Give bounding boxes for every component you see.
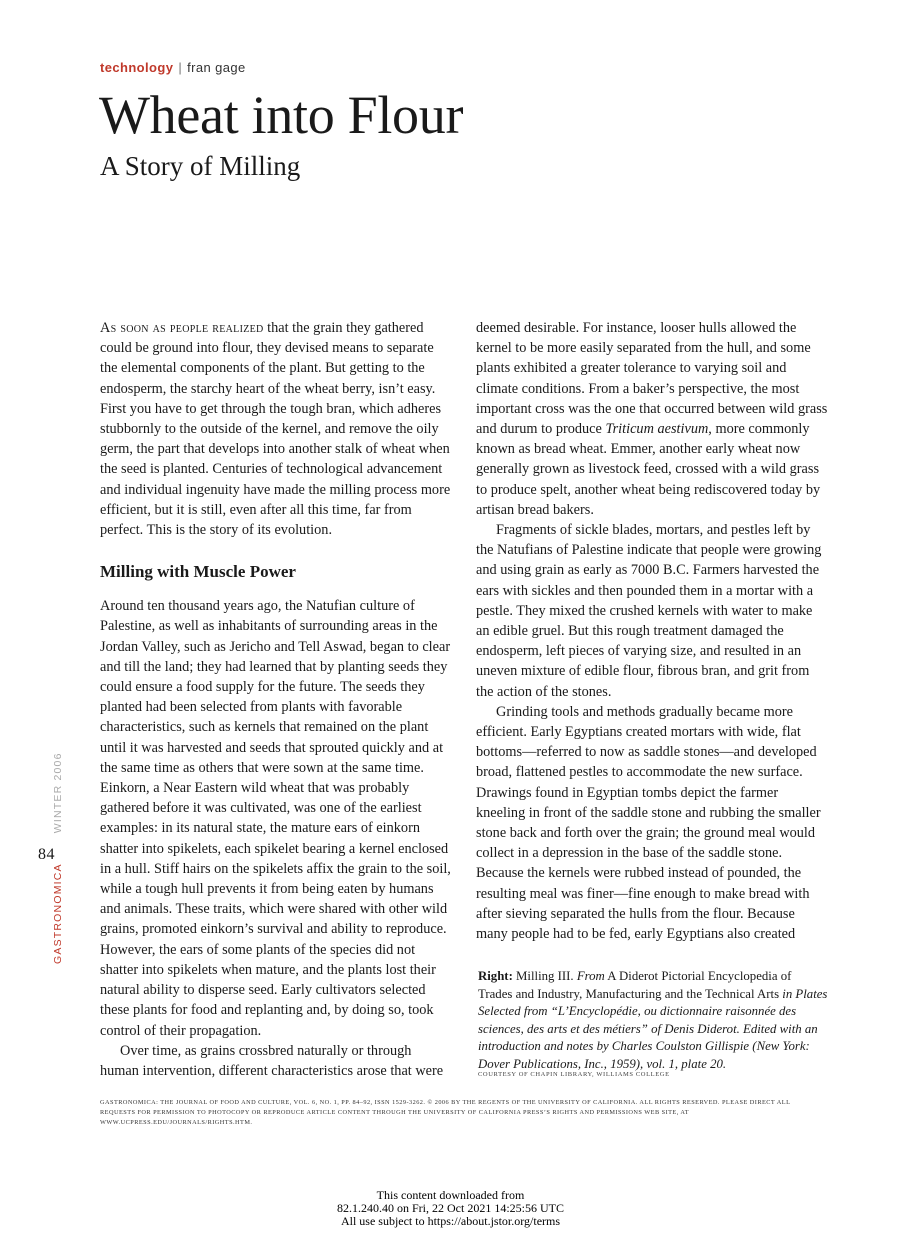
caption-book-title: A Diderot Pictorial Encyclopedia of Trades and Industry, Manufacturing and the Technical Arts	[478, 969, 792, 1001]
article-kicker	[100, 60, 246, 75]
caption-label: Right:	[478, 969, 513, 983]
article-title: Wheat into Flour	[99, 85, 464, 145]
download-line: This content downloaded from	[376, 1188, 525, 1202]
body-paragraph	[476, 318, 828, 520]
issue-label: WINTER 2006	[52, 752, 64, 834]
journal-citation: GASTRONOMICA: THE JOURNAL OF FOOD AND CULTURE, VOL. 6, NO. 1, PP. 84–92, ISSN 1529-3262. © 2006 BY THE REGENTS OF THE UNIVERSITY OF CALIFORNIA. ALL RIGHTS RESERVED. PLEASE DIRECT ALL REQUESTS FOR PERMISSION TO PHOTOCOPY OR REPRODUCE ARTICLE CONTENT THROUGH THE UNIVERSITY OF CALIFORNIA PRESS’S RIGHTS AND PERMISSIONS WEB SITE, AT WWW.UCPRESS.EDU/JOURNALS/RIGHTS.HTM.	[100, 1099, 791, 1126]
article-subtitle: A Story of Milling	[100, 151, 301, 181]
intro-text: that the grain they gathered could be ground into flour, they devised means to separate the elemental components of the plant. But getting to the endosperm, the starchy heart of the wheat berry, isn’t easy. First you have to get through the tough bran, which adheres stubbornly to the outside of the kernel, and remove the oily germ, the part that develops into another stalk of wheat when the seed is planted. Centuries of technological advancement and individual ingenuity have made the milling process more efficient, but it is still, even after all this time, far from perfect. This is the story of its evolution.	[100, 320, 451, 539]
species-name: Triticum aestivum	[605, 421, 709, 438]
image-credit: COURTESY OF CHAPIN LIBRARY, WILLIAMS COLLEGE	[478, 1071, 670, 1078]
download-notice	[0, 1189, 901, 1228]
caption-from: From	[576, 969, 605, 983]
body-column-right	[476, 318, 828, 944]
section-label: technology	[100, 60, 174, 75]
body-paragraph: Around ten thousand years ago, the Natufian culture of Palestine, as well as inhabitants of surrounding areas in the Jordan Valley, such as Jericho and Tell Aswad, began to clear and till the land; they had learned that by planting seeds they could ensure a food supply for the future. The seeds they planted had been selected from plants with favorable characteristics, such as kernels that remained on the plant until it was harvested and seeds that sprouted quickly and at the same time as others that were sown at the same time. Einkorn, a Near Eastern wild wheat that was probably gathered before it was cultivated, was one of the earliest examples: in its natural state, the mature ears of einkorn shatter into spikelets, each spikelet bearing a kernel enclosed in a hull. Stiff hairs on the spikelets affix the grain to the soil, while a tough hull prevents it from being eaten by humans and animals. These traits, which were shared with other wild grains, promoted einkorn’s survival and ability to reproduce. However, the ears of some plants of the species did not shatter into spikelets when mature, and the plants lost their natural ability to disperse seed. Early cultivators selected these plants for food and replanting and, by doing so, took control of their propagation.	[100, 598, 451, 1039]
paragraph-text: , more commonly known as bread wheat. Emmer, another early wheat now generally grown as livestock feed, crossed with a wild grass to produce spelt, another wheat being rediscovered today by artisan bread bakers.	[476, 421, 821, 518]
section-heading: Milling with Muscle Power	[100, 562, 296, 582]
body-column-left	[100, 318, 452, 1081]
page-number: 84	[38, 846, 55, 863]
author-name: fran gage	[187, 60, 246, 75]
terms-link[interactable]: All use subject to https://about.jstor.org/terms	[340, 1214, 561, 1228]
download-line: 82.1.240.40 on Fri, 22 Oct 2021 14:25:56 UTC	[337, 1201, 564, 1215]
intro-lead-in: As soon as people realized	[100, 320, 264, 336]
magazine-name: GASTRONOMICA	[52, 863, 64, 964]
kicker-separator: |	[178, 60, 183, 75]
body-paragraph: Over time, as grains crossbred naturally or through human intervention, different characteristics arose that were	[100, 1042, 444, 1079]
caption-plate-title: Milling III.	[512, 969, 577, 983]
caption-source: in Plates Selected from “L’Encyclopédie, ou dictionnaire raisonnée des sciences, des arts et des métiers” of Denis Diderot. Edited with an introduction and notes by Charles Coulston Gillispie (New York: Dover Publications, Inc., 1959), vol. 1, plate 20.	[478, 986, 828, 1071]
intro-paragraph	[100, 318, 452, 540]
body-paragraph: Fragments of sickle blades, mortars, and pestles left by the Natufians of Palestine indicate that people were growing and using grain as early as 7000 B.C. Farmers harvested the ears with sickles and then pounded them in a mortar with a pestle. They mixed the crushed kernels with water to make an edible gruel. But this rough treatment damaged the endosperm, left pieces of varying size, and resulted in an uneven mixture of edible flour, fibrous bran, and grit from the action of the stones.	[476, 522, 822, 700]
paragraph-text: deemed desirable. For instance, looser hulls allowed the kernel to be more easily separated from the hull, and some plants exhibited a greater tolerance to varying soil and climate conditions. From a baker’s perspective, the most important cross was the one that occurred between wild grass and durum to produce	[476, 320, 828, 438]
figure-caption	[478, 968, 828, 1073]
body-paragraph: Grinding tools and methods gradually became more efficient. Early Egyptians created mortars with wide, flat bottoms—referred to now as saddle stones—and developed broad, flattened pestles to accommodate the new surface. Drawings found in Egyptian tombs depict the farmer kneeling in front of the saddle stone and rubbing the smaller stone back and forth over the grain; the ground meal would collect in a depression in the base of the saddle stone. Because the kernels were rubbed instead of pounded, the resulting meal was finer—fine enough to make bread with after sieving separated the hulls from the flour. Because many people had to be fed, early Egyptians also created	[476, 703, 821, 943]
